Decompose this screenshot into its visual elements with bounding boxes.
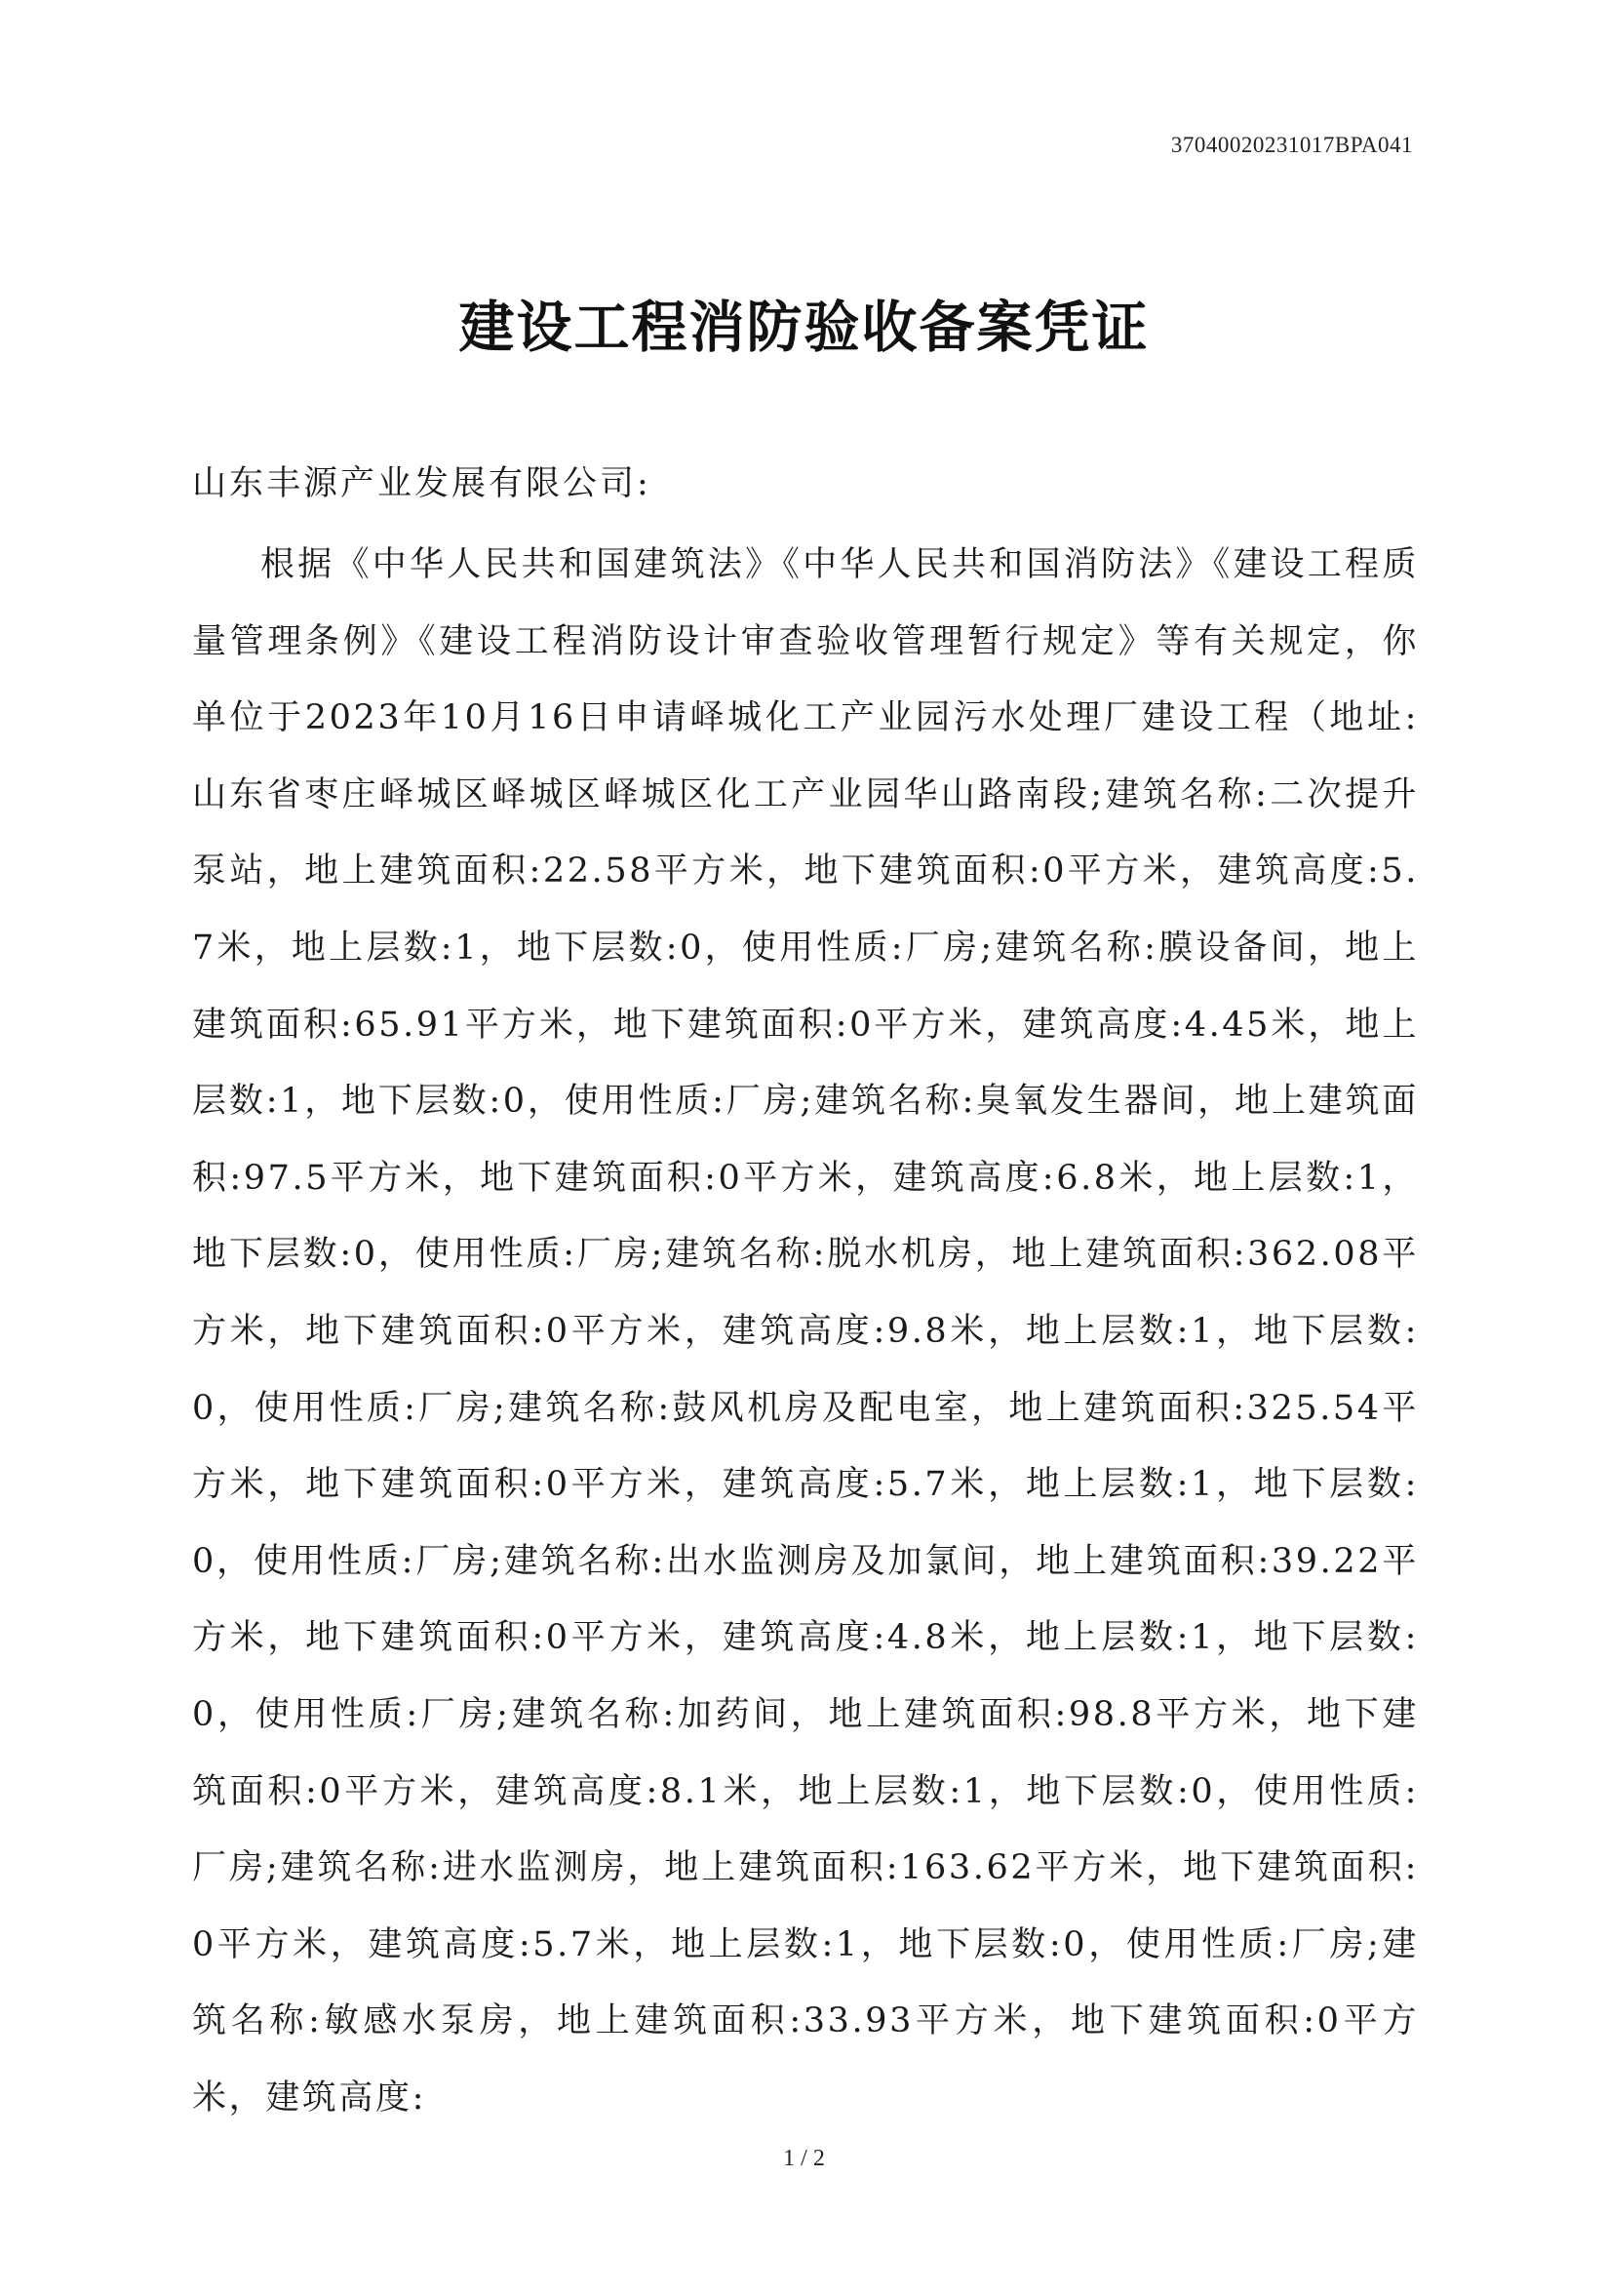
document-number: 37040020231017BPA041	[1170, 133, 1413, 157]
document-title: 建设工程消防验收备案凭证	[458, 296, 1150, 360]
recipient-line: 山东丰源产业发展有限公司:	[192, 464, 651, 503]
page-number: 1 / 2	[783, 2146, 825, 2171]
body-paragraph: 根据《中华人民共和国建筑法》《中华人民共和国消防法》《建设工程质量管理条例》《建设工程消防设计审查验收管理暂行规定》等有关规定，你单位于2023年10月16日申请峄城化工产业园污水处理厂建设工程（地址:山东省枣庄峄城区峄城区峄城区化工产业园华山路南段;建筑名称:二次提升泵站，地上建筑面积:22.58平方米，地下建筑面积:0平方米，建筑高度:5.7米，地上层数:1，地下层数:0，使用性质:厂房;建筑名称:膜设备间，地上建筑面积:65.91平方米，地下建筑面积:0平方米，建筑高度:4.45米，地上层数:1，地下层数:0，使用性质:厂房;建筑名称:臭氧发生器间，地上建筑面积:97.5平方米，地下建筑面积:0平方米，建筑高度:6.8米，地上层数:1，地下层数:0，使用性质:厂房;建筑名称:脱水机房，地上建筑面积:362.08平方米，地下建筑面积:0平方米，建筑高度:9.8米，地上层数:1，地下层数:0，使用性质:厂房;建筑名称:鼓风机房及配电室，地上建筑面积:325.54平方米，地下建筑面积:0平方米，建筑高度:5.7米，地上层数:1，地下层数:0，使用性质:厂房;建筑名称:出水监测房及加氯间，地上建筑面积:39.22平方米，地下建筑面积:0平方米，建筑高度:4.8米，地上层数:1，地下层数:0，使用性质:厂房;建筑名称:加药间，地上建筑面积:98.8平方米，地下建筑面积:0平方米，建筑高度:8.1米，地上层数:1，地下层数:0，使用性质:厂房;建筑名称:进水监测房，地上建筑面积:163.62平方米，地下建筑面积:0平方米，建筑高度:5.7米，地上层数:1，地下层数:0，使用性质:厂房;建筑名称:敏感水泵房，地上建筑面积:33.93平方米，地下建筑面积:0平方米，建筑高度:	[192, 545, 1419, 2118]
